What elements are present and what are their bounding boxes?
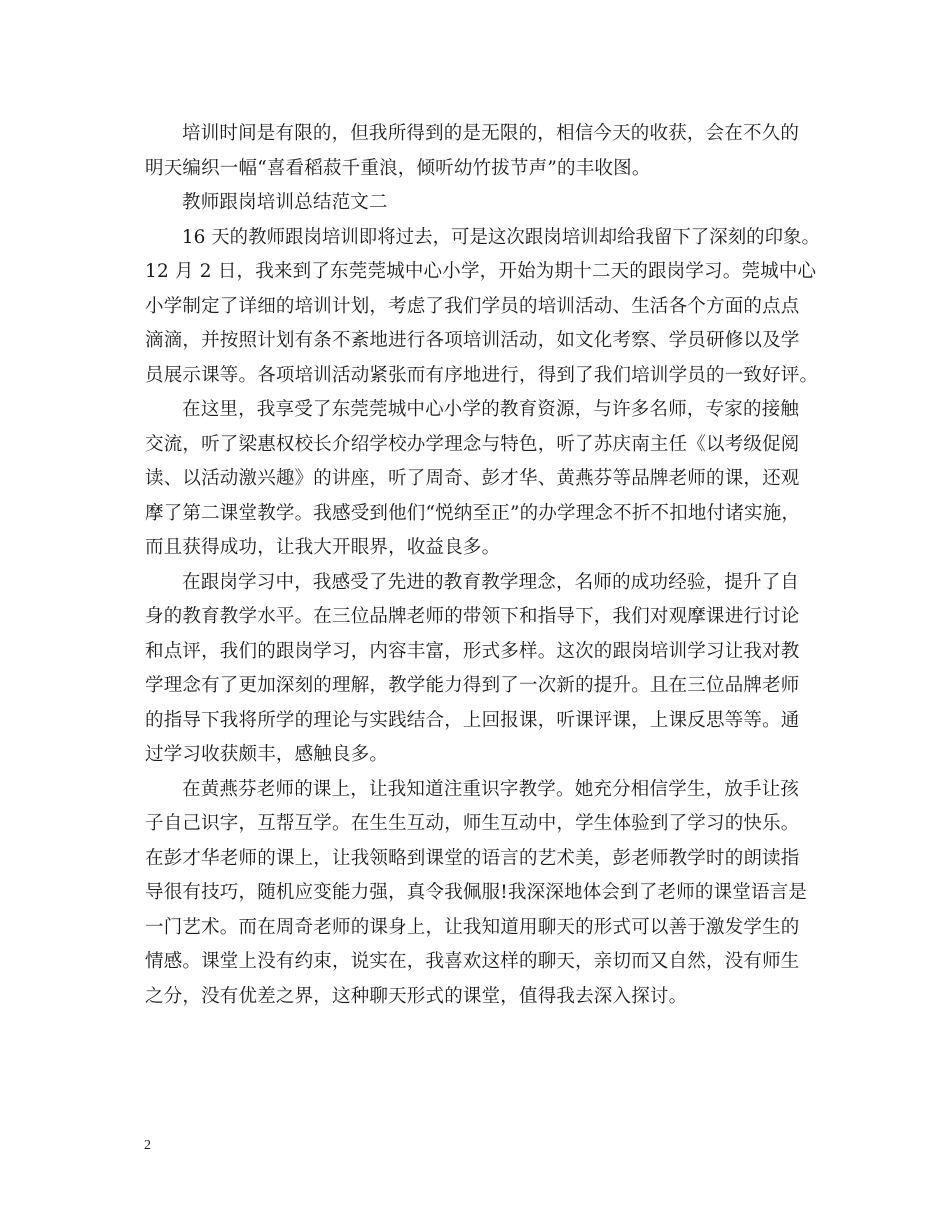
- text-line: 的指导下我将所学的理论与实践结合，上回报课，听课评课，上课反思等等。通: [145, 709, 800, 731]
- text-line: 在这里，我享受了东莞莞城中心小学的教育资源，与许多名师，专家的接触: [182, 399, 800, 420]
- text-line: 在彭才华老师的课上，让我领略到课堂的语言的艺术美，彭老师教学时的朗读指: [145, 847, 800, 869]
- text-line: 和点评，我们的跟岗学习，内容丰富，形式多样。这次的跟岗培训学习让我对教: [145, 640, 800, 662]
- text-line: 小学制定了详细的培训计划，考虑了我们学员的培训活动、生活各个方面的点点: [145, 295, 800, 317]
- text-line: 读、以活动激兴趣》的讲座，听了周奇、彭才华、黄燕芬等品牌老师的课，还观: [145, 468, 800, 489]
- text-line: 子自己识字，互帮互学。在生生互动，师生互动中，学生体验到了学习的快乐。: [145, 813, 800, 834]
- text-line: 员展示课等。各项培训活动紧张而有序地进行，得到了我们培训学员的一致好评。: [145, 364, 819, 386]
- text-line: 培训时间是有限的，但我所得到的是无限的，相信今天的收获，会在不久的: [182, 123, 800, 144]
- text-line: 一门艺术。而在周奇老师的课身上，让我知道用聊天的形式可以善于激发学生的: [145, 916, 800, 938]
- text-line: 之分，没有优差之界，这种聊天形式的课堂，值得我去深入探讨。: [145, 985, 688, 1007]
- text-line: 在跟岗学习中，我感受了先进的教育教学理念，名师的成功经验，提升了自: [182, 571, 800, 593]
- text-line: 过学习收获颇丰，感触良多。: [145, 744, 389, 765]
- text-line: 身的教育教学水平。在三位品牌老师的带领下和指导下，我们对观摩课进行讨论: [145, 606, 800, 627]
- text-line: 导很有技巧，随机应变能力强，真令我佩服!我深深地体会到了老师的课堂语言是: [145, 882, 808, 903]
- text-line: 情感。课堂上没有约束，说实在，我喜欢这样的聊天，亲切而又自然，没有师生: [145, 951, 800, 972]
- page-number: 2: [144, 1138, 151, 1153]
- text-line: 教师跟岗培训总结范文二: [182, 192, 388, 213]
- text-line: 滴滴，并按照计划有条不紊地进行各项培训活动，如文化考察、学员研修以及学: [145, 330, 800, 351]
- text-line: 学理念有了更加深刻的理解，教学能力得到了一次新的提升。且在三位品牌老师: [145, 675, 800, 696]
- text-line: 摩了第二课堂教学。我感受到他们“悦纳至正”的办学理念不折不扣地付诸实施，: [145, 502, 801, 524]
- text-line: 16 天的教师跟岗培训即将过去，可是这次跟岗培训却给我留下了深刻的印象。: [181, 226, 820, 248]
- text-line: 明天编织一幅“喜看稻菽千重浪，倾听幼竹拔节声”的丰收图。: [145, 157, 651, 179]
- text-line: 12 月 2 日，我来到了东莞莞城中心小学，开始为期十二天的跟岗学习。莞城中心: [145, 261, 817, 282]
- text-line: 而且获得成功，让我大开眼界，收益良多。: [145, 537, 501, 558]
- document-body: [145, 117, 820, 1014]
- text-line: 交流，听了梁惠权校长介绍学校办学理念与特色，听了苏庆南主任《以考级促阅: [145, 433, 800, 455]
- text-line: 在黄燕芬老师的课上，让我知道注重识字教学。她充分相信学生，放手让孩: [182, 778, 800, 800]
